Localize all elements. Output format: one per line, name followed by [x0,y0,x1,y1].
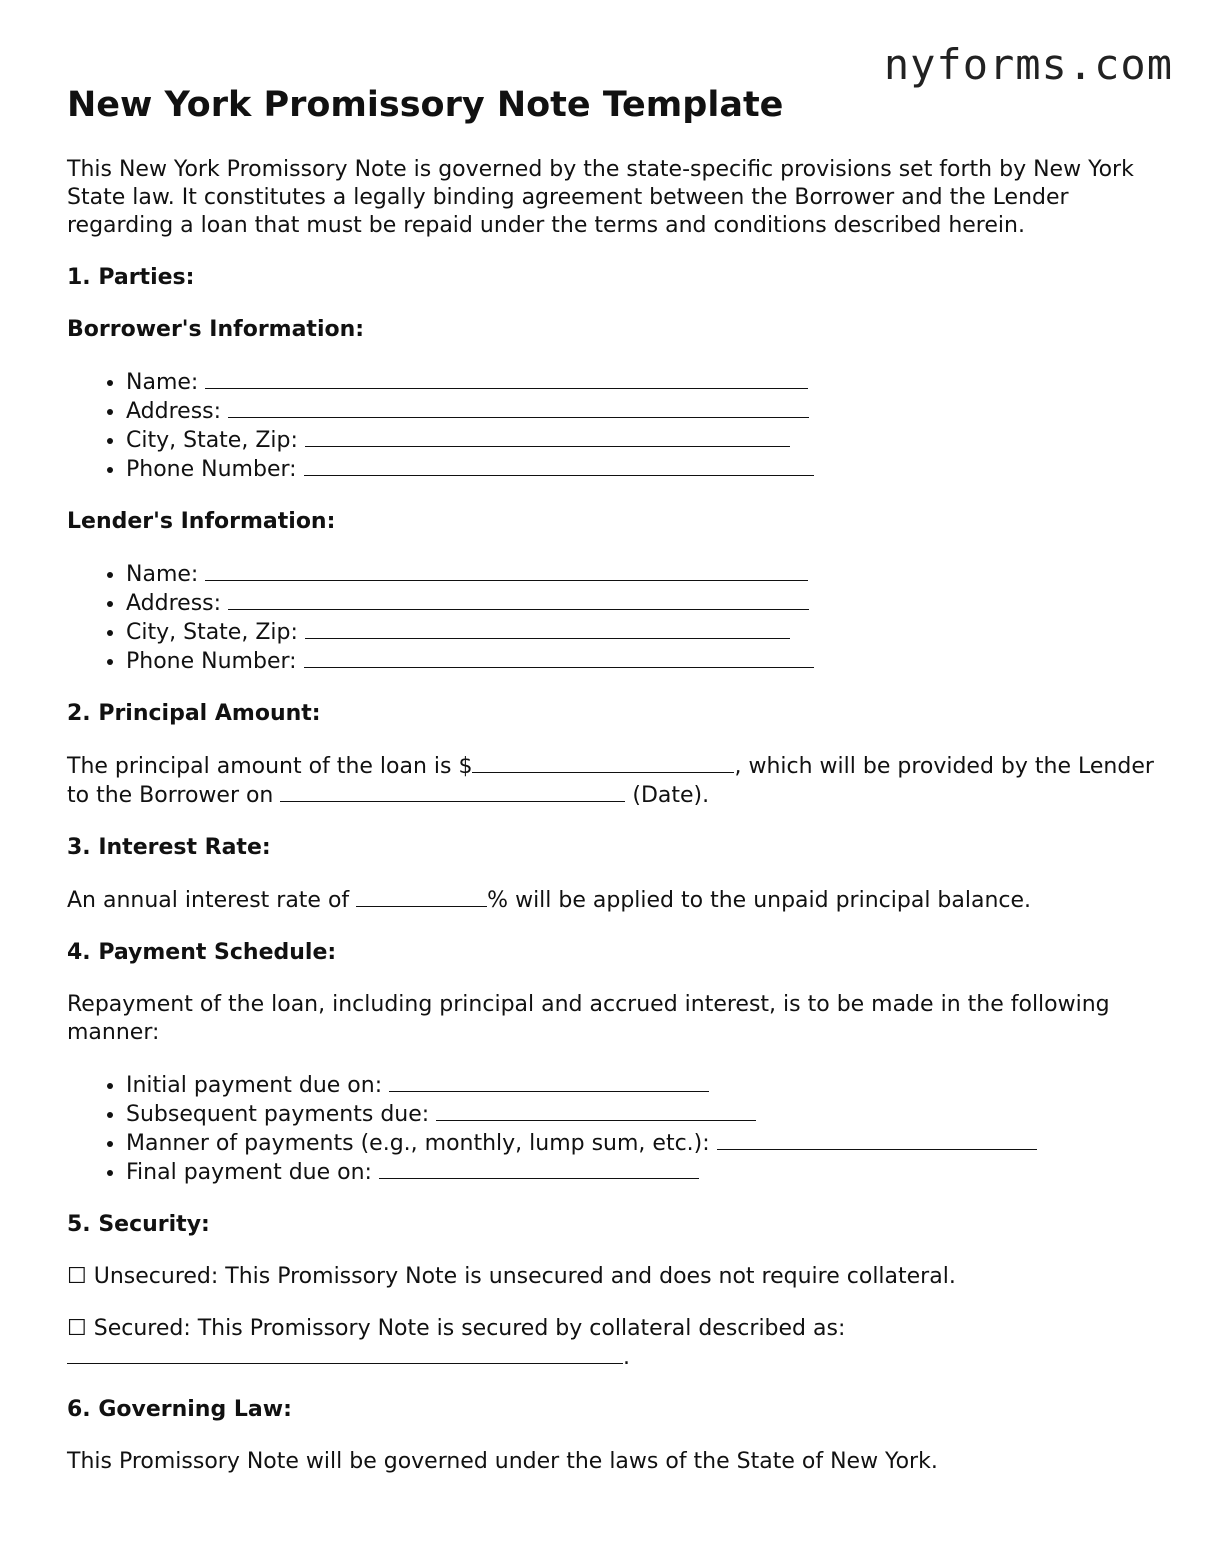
borrower-city-blank[interactable] [305,426,790,447]
governing-paragraph: This Promissory Note will be governed under the laws of the State of New York. [67,1449,938,1474]
payment-subsequent-blank[interactable] [436,1100,756,1121]
lender-city-blank[interactable] [305,618,790,639]
field-label: Subsequent payments due: [126,1102,430,1127]
collateral-period: . [623,1345,630,1370]
unsecured-checkbox[interactable]: ☐ [67,1264,87,1289]
principal-text-b: , which will be provided by the Lender to the Borrower on [67,754,1154,808]
intro-paragraph: This New York Promissory Note is governed by the state-specific provisions set forth by New York State law. It constitutes a legally binding agreement between the Borrower and the Lender regarding a loan that must be repaid under the terms and conditions described herein. [67,157,1134,238]
payment-final-item [126,1158,1157,1187]
field-label: Initial payment due on: [126,1073,383,1098]
lender-phone-blank[interactable] [304,647,814,668]
lender-phone-item [126,647,1157,676]
section-security-heading: 5. Security: [67,1212,210,1237]
lender-name-blank[interactable] [205,560,808,581]
watermark: nyforms.com [883,40,1173,89]
borrower-address-blank[interactable] [228,397,809,418]
field-label: Address: [126,591,222,616]
field-label: Phone Number: [126,649,297,674]
field-label: City, State, Zip: [126,620,298,645]
interest-text-b: % will be applied to the unpaid principal balance. [487,888,1032,913]
principal-amount-blank[interactable] [472,752,734,773]
principal-paragraph [67,752,1157,810]
field-label: Name: [126,370,199,395]
lender-fields [67,560,1157,676]
document [67,84,1157,1500]
field-label: City, State, Zip: [126,428,298,453]
section-interest-heading: 3. Interest Rate: [67,835,271,860]
page-title: New York Promissory Note Template [67,85,784,125]
lender-name-item [126,560,1157,589]
payment-initial-item [126,1071,1157,1100]
borrower-city-item [126,426,1157,455]
principal-date-blank[interactable] [280,781,625,802]
section-payment-heading: 4. Payment Schedule: [67,940,337,965]
interest-rate-blank[interactable] [356,886,487,907]
principal-text-a: The principal amount of the loan is $ [67,754,473,779]
principal-text-c: (Date). [632,783,710,808]
payment-manner-blank[interactable] [717,1129,1037,1150]
borrower-address-item [126,397,1157,426]
field-label: Manner of payments (e.g., monthly, lump sum, etc.): [126,1131,710,1156]
section-governing-heading: 6. Governing Law: [67,1397,292,1422]
field-label: Address: [126,399,222,424]
borrower-name-item [126,368,1157,397]
borrower-name-blank[interactable] [205,368,808,389]
field-label: Name: [126,562,199,587]
unsecured-text: Unsecured: This Promissory Note is unsecured and does not require collateral. [93,1264,956,1289]
field-label: Phone Number: [126,457,297,482]
security-secured-option [67,1315,1157,1372]
payment-manner-item [126,1129,1157,1158]
borrower-phone-blank[interactable] [304,455,814,476]
field-label: Final payment due on: [126,1160,372,1185]
secured-checkbox[interactable]: ☐ [67,1316,87,1341]
secured-text: Secured: This Promissory Note is secured by collateral described as: [93,1316,846,1341]
collateral-blank[interactable] [67,1343,623,1364]
interest-text-a: An annual interest rate of [67,888,350,913]
interest-paragraph [67,886,1157,915]
lender-city-item [126,618,1157,647]
payment-final-blank[interactable] [379,1158,699,1179]
lender-heading: Lender's Information: [67,509,336,534]
payment-paragraph: Repayment of the loan, including principal and accrued interest, is to be made in the following manner: [67,992,1110,1045]
section-parties-heading: 1. Parties: [67,265,195,290]
payment-items [67,1071,1157,1187]
borrower-heading: Borrower's Information: [67,317,365,342]
payment-initial-blank[interactable] [389,1071,709,1092]
security-unsecured-option [67,1263,1157,1291]
borrower-phone-item [126,455,1157,484]
lender-address-blank[interactable] [228,589,809,610]
section-principal-heading: 2. Principal Amount: [67,701,321,726]
payment-subsequent-item [126,1100,1157,1129]
borrower-fields [67,368,1157,484]
lender-address-item [126,589,1157,618]
